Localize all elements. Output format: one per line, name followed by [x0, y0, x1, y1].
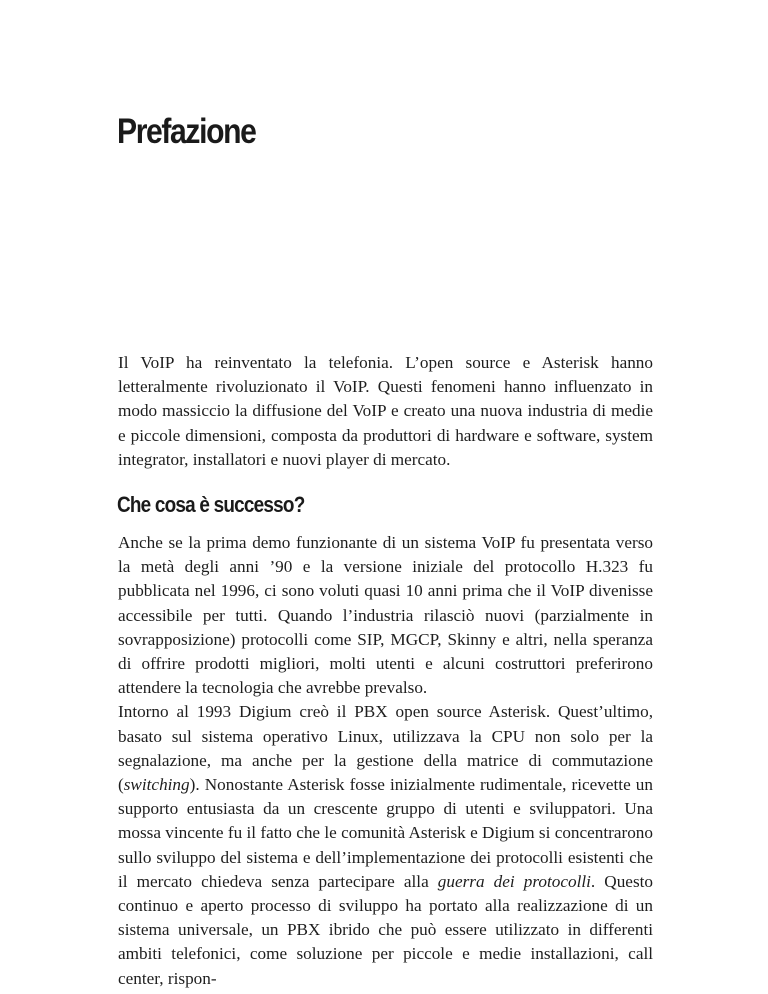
paragraph-2-text-b: ). Nonostante Asterisk fosse inizialmente rudimentale, ricevette un supporto entusiasta da un crescente gruppo di utenti e sviluppatori. Una mossa vincente fu il fatto che le comunità Asterisk e Digium si concentrarono sullo sviluppo del sistema e dell’implementazione dei protocolli esistenti che il mercato chiedeva senza partecipare alla: [118, 775, 653, 891]
paragraph-2-text-c: . Questo continuo e aperto processo di sviluppo ha portato alla realizzazione di un sistema universale, un PBX ibrido che può essere utilizzato in differenti ambiti telefonici, come soluzione per piccole e medie installazioni, call center, rispon-: [118, 871, 653, 988]
section-paragraph-1: Anche se la prima demo funzionante di un sistema VoIP fu presentata verso la metà degli anni ’90 e la versione iniziale del protocollo H.323 fu pubblicata nel 1996, ci sono voluti quasi 10 anni prima che il VoIP divenisse accessibile per tutti. Quando l’industria rilasciò nuovi (parzialmente in sovrapposizione) protocolli come SIP, MGCP, Skinny e altri, nella speranza di offrire prodotti migliori, molti utenti e alcuni costruttori preferirono attendere la tecnologia che avrebbe prevalso.: [118, 533, 653, 698]
section-paragraph-2: [118, 700, 653, 990]
chapter-title: Prefazione: [117, 112, 256, 151]
switching-term: switching: [123, 775, 190, 795]
section-heading: Che cosa è successo?: [117, 492, 305, 517]
intro-paragraph: Il VoIP ha reinventato la telefonia. L’open source e Asterisk hanno letteralmente rivoluzionato il VoIP. Questi fenomeni hanno influenzato in modo massiccio la diffusione del VoIP e creato una nuova industria di medie e piccole dimensioni, composta da produttori di hardware e software, system integrator, installatori e nuovi player di mercato.: [118, 353, 653, 469]
section-body: [118, 531, 653, 991]
intro-block: [118, 351, 653, 472]
paragraph-2-text-a: Intorno al 1993 Digium creò il PBX open source Asterisk. Quest’ultimo, basato sul sistema operativo Linux, utilizzava la CPU non solo per la segnalazione, ma anche per la gestione della matrice di commutazione (: [118, 702, 653, 795]
guerra-dei-protocolli-term: guerra dei protocolli: [437, 871, 591, 891]
